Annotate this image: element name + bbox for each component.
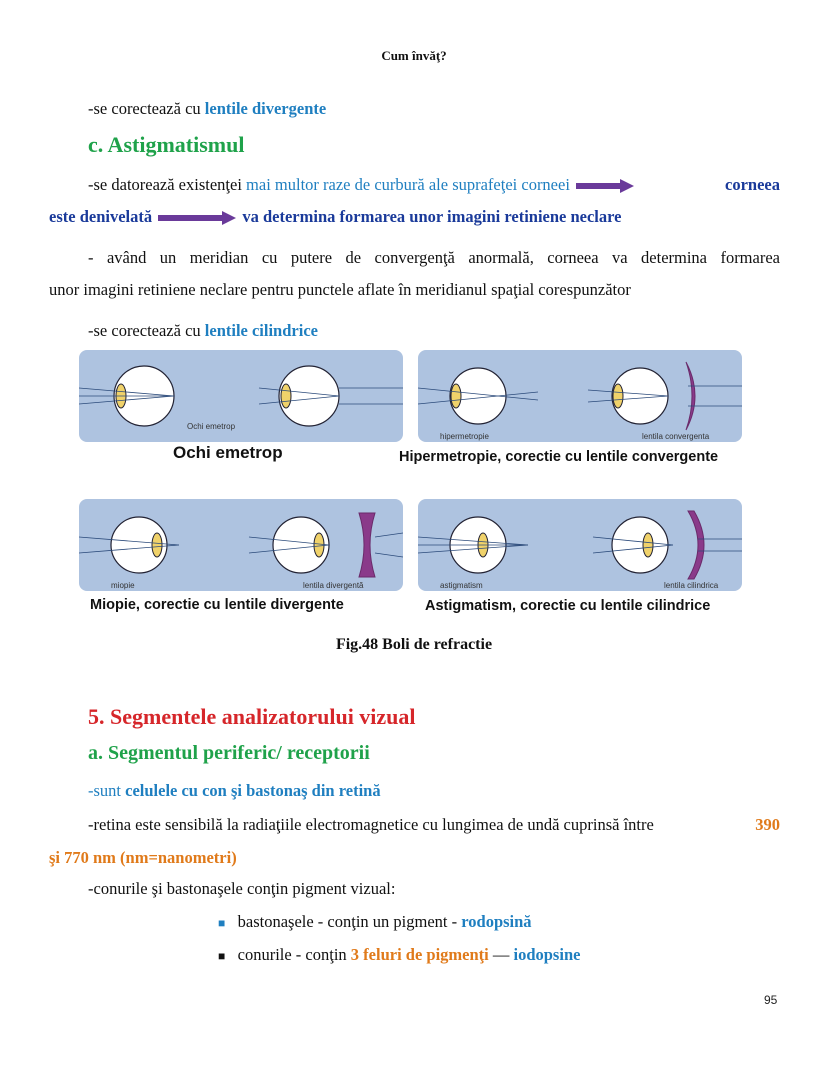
panel-label-emmetropic: Ochi emetrop [173,443,283,462]
paragraph-divergent [88,99,326,119]
paragraph-meridian-a: - având un meridian cu putere de convergenţă anormală, corneea va determina formarea [88,248,780,267]
panel-small-label: lentila convergenta [642,432,710,441]
bullet-icon: ■ [218,949,226,963]
panel-label-hyperopia: Hipermetropie, corectie cu lentile convergente [399,449,719,465]
panel-label-myopia: Miopie, corectie cu lentile divergente [90,597,344,613]
text: — [488,945,514,964]
panel-label-astigmatism: Astigmatism, corectie cu lentile cilindrice [425,598,711,614]
text: -sunt [88,781,126,800]
panel-small-label: lentila cilindrica [664,581,719,590]
paragraph-cylindrical [88,321,318,341]
highlight-390: 390 [755,815,780,834]
myopia-eye-diagram [79,499,403,591]
highlight-curvature: mai multor raze de curbură ale suprafeţei corneei [246,175,570,194]
heading-visual-segments: 5. Segmentele analizatorului vizual [88,704,416,729]
highlight-cone-rod-cells: celulele cu con şi bastonaş din retină [125,781,381,800]
highlight-770nm: şi 770 nm (nm=nanometri) [49,848,237,867]
highlight-cylindrical-lenses: lentile cilindrice [204,321,318,340]
panel-myopia [79,499,403,591]
page-number: 95 [764,993,778,1007]
list-item-cones [218,945,580,966]
highlight-rhodopsin: rodopsină [461,912,532,931]
highlight-three-pigments: 3 feluri de pigmenţi [350,945,489,964]
panel-emmetropic [79,350,403,442]
panel-small-label: hipermetropie [440,432,489,441]
paragraph-wavelength-a [88,815,780,835]
highlight-cornea: corneea [725,175,780,194]
heading-astigmatism: c. Astigmatismul [88,132,245,157]
arrow-icon [574,179,636,193]
list-item-rods [218,912,532,933]
text: -se corectează cu [88,321,205,340]
bullet-icon: ■ [218,916,226,930]
paragraph-astig-cause [88,175,780,195]
highlight-iodopsin: iodopsine [513,945,581,964]
highlight-unclear-images: va determina formarea unor imagini retiniene neclare [242,207,622,226]
running-header: Cum învăţ? [381,48,447,63]
panel-hyperopia [418,350,742,442]
text: -se corectează cu [88,99,205,118]
panel-astigmatism [418,499,742,591]
hyperopia-eye-diagram [418,350,742,442]
panel-small-label: Ochi emetrop [187,422,236,431]
emmetropic-eye-diagram [79,350,403,442]
heading-peripheral-segment: a. Segmentul periferic/ receptorii [88,742,370,764]
arrow-icon [156,211,238,225]
text: -retina este sensibilă la radiaţiile electromagnetice cu lungimea de undă cuprinsă între [88,815,654,834]
paragraph-receptors [88,781,381,801]
figure-caption: Fig.48 Boli de refractie [335,636,493,653]
highlight-uneven: este denivelată [49,207,153,226]
panel-small-label: miopie [111,581,135,590]
text: conurile - conţin [237,945,351,964]
astigmatism-eye-diagram [418,499,742,591]
text: -se datorează existenţei [88,175,247,194]
paragraph-astig-effect [49,207,622,227]
paragraph-pigment: -conurile şi bastonaşele conţin pigment vizual: [88,879,396,898]
panel-small-label: lentila divergentă [303,581,364,590]
paragraph-meridian-b: unor imagini retiniene neclare pentru punctele aflate în meridianul spaţial corespunzător [49,280,631,299]
panel-small-label: astigmatism [440,581,483,590]
highlight-divergent-lenses: lentile divergente [204,99,327,118]
text: bastonaşele - conţin un pigment - [237,912,462,931]
